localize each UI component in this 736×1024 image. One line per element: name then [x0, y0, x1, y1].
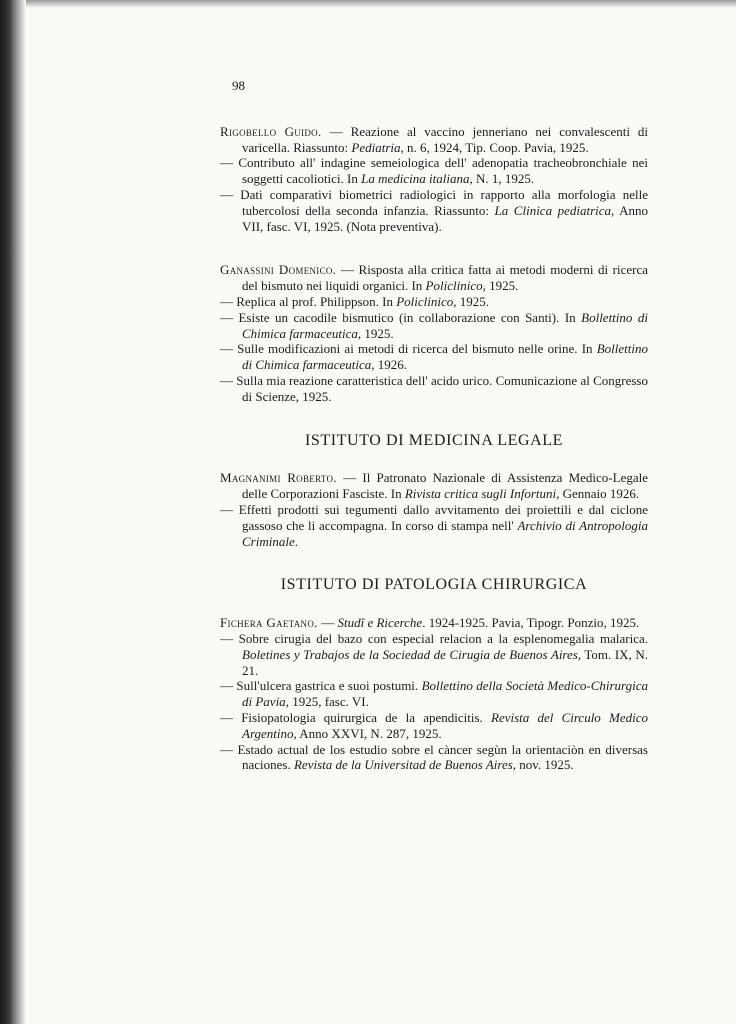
- bibliography-entry: — Esiste un cacodile bismutico (in collaborazione con Santi). In Bollettino di Chimica farmaceutica, 1925.: [220, 309, 648, 341]
- page-top-edge: [26, 0, 736, 8]
- page-number: 98: [232, 78, 245, 93]
- bibliography-entry: — Effetti prodotti sui tegumenti dallo avvitamento dei proiettili e dal ciclone gassoso che li accompagna. In corso di stampa nell' Archivio di Antropologia Criminale.: [220, 501, 649, 549]
- author-name: Ganassini Domenico.: [220, 262, 342, 278]
- author-name: Rigobello Guido.: [220, 123, 330, 139]
- author-block: [220, 262, 648, 404]
- author-name: Magnanimi Roberto.: [220, 470, 344, 486]
- bibliography-entry: Magnanimi Roberto. — Il Patronato Nazionale di Assistenza Medico-Legale delle Corporazioni Fasciste. In Rivista critica sugli Infortuni, Gennaio 1926.: [220, 470, 648, 502]
- author-block: [220, 124, 648, 235]
- author-block: [220, 615, 648, 773]
- bibliography-entry: — Dati comparativi biometrici radiologici in rapporto alla morfologia nelle tubercolosi della seconda infanzia. Riassunto: La Clinica pediatrica, Anno VII, fasc. VI, 1925. (Nota preventiva).: [220, 186, 648, 234]
- bibliography-entry: — Contributo all' indagine semeiologica dell' adenopatia tracheobronchiale nei soggetti cacoliotici. In La medicina italiana, N. 1, 1925.: [220, 155, 648, 187]
- author-name: Fichera Gaetano.: [220, 615, 322, 631]
- book-spine: [0, 0, 26, 1024]
- section-heading: ISTITUTO DI MEDICINA LEGALE: [304, 431, 564, 449]
- bibliography-entry: — Sobre cirugia del bazo con especial relacion a la esplenomegalia malarica. Boletines y Trabajos de la Sociedad de Cirugia de Buenos Aires, Tom. IX, N. 21.: [220, 630, 648, 678]
- page-content: [220, 78, 648, 801]
- section-heading: ISTITUTO DI PATOLOGIA CHIRURGICA: [280, 576, 588, 594]
- bibliography-entry: Fichera Gaetano. — Studî e Ricerche. 1924-1925. Pavia, Tipogr. Ponzio, 1925.: [220, 615, 640, 631]
- bibliography-entry: Rigobello Guido. — Reazione al vaccino jenneriano nei convalescenti di varicella. Riassunto: Pediatria, n. 6, 1924, Tip. Coop. Pavia, 1925.: [220, 123, 648, 155]
- bibliography-entry: — Sulla mia reazione caratteristica dell' acido urico. Comunicazione al Congresso di Scienze, 1925.: [220, 372, 648, 404]
- bibliography-entry: — Replica al prof. Philippson. In Policlinico, 1925.: [220, 293, 489, 309]
- bibliography-entry: — Fisiopatologia quirurgica de la apendicitis. Revista del Circulo Medico Argentino, Anno XXVI, N. 287, 1925.: [220, 709, 648, 741]
- sections-container: [220, 124, 648, 773]
- bibliography-entry: Ganassini Domenico. — Risposta alla critica fatta ai metodi moderni di ricerca del bismuto nei liquidi organici. In Policlinico, 1925.: [220, 262, 648, 294]
- bibliography-entry: — Sulle modificazioni ai metodi di ricerca del bismuto nelle orine. In Bollettino di Chimica farmaceutica, 1926.: [220, 341, 648, 373]
- bibliography-entry: — Estado actual de los estudio sobre el càncer segùn la orientaciòn en diversas naciones. Revista de la Universitad de Buenos Aires, nov. 1925.: [220, 741, 648, 773]
- author-block: [220, 470, 648, 549]
- bibliography-entry: — Sull'ulcera gastrica e suoi postumi. Bollettino della Società Medico-Chirurgica di Pavia, 1925, fasc. VI.: [220, 678, 648, 710]
